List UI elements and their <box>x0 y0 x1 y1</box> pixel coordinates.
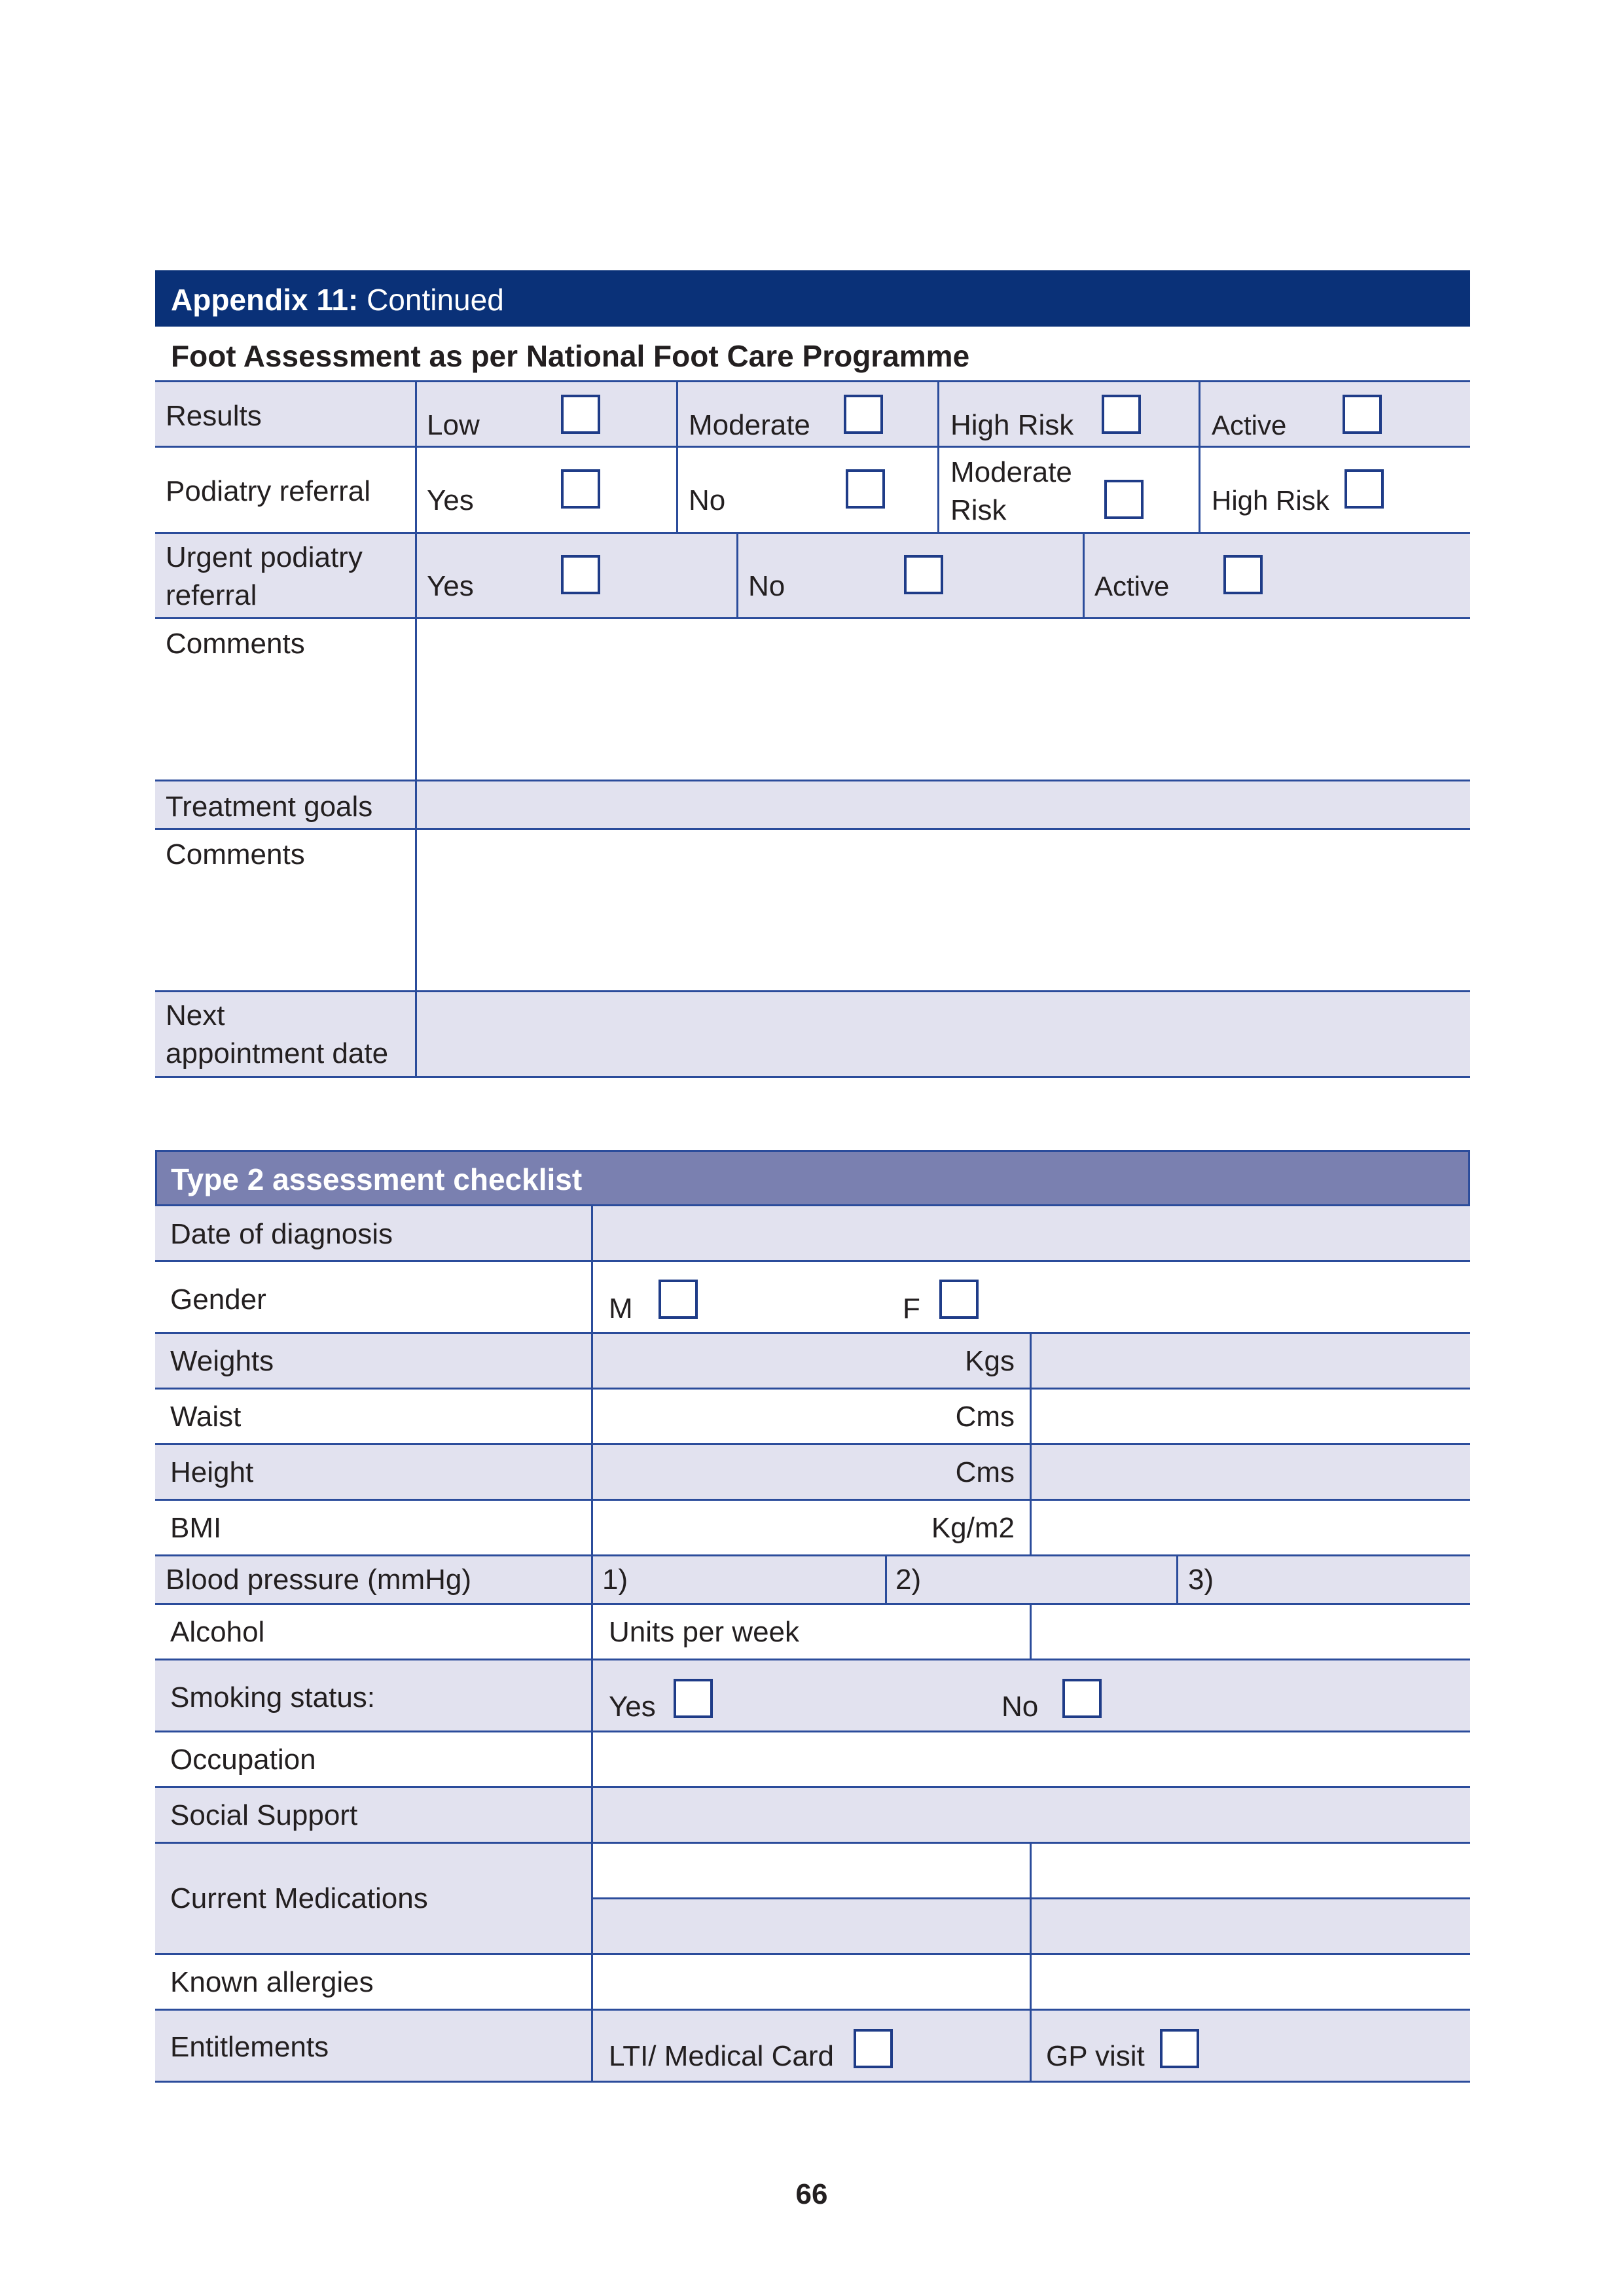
smoking-yes-label: Yes <box>609 1691 656 1723</box>
smoking-no-label: No <box>1001 1691 1039 1723</box>
divider <box>155 532 1470 534</box>
allergies-field-2[interactable] <box>1032 1955 1470 2009</box>
gp-visit-checkbox[interactable] <box>1160 2029 1199 2068</box>
lti-medical-card-checkbox[interactable] <box>854 2029 893 2068</box>
appendix-title <box>171 281 504 318</box>
divider <box>1083 533 1085 617</box>
page-number: 66 <box>795 2178 828 2210</box>
medication-field-1[interactable] <box>593 1844 1030 1897</box>
alcohol-field[interactable] <box>1032 1605 1470 1659</box>
gender-m-label: M <box>609 1293 633 1325</box>
smoking-status-label: Smoking status: <box>170 1681 376 1713</box>
podiatry-moderate-risk-checkbox[interactable] <box>1104 480 1144 519</box>
divider <box>155 2081 1470 2083</box>
results-low-label: Low <box>427 409 480 441</box>
next-appointment-label-line2: appointment date <box>166 1037 389 1069</box>
divider <box>155 1659 1470 1660</box>
podiatry-yes-label: Yes <box>427 484 474 516</box>
bmi-label: BMI <box>170 1512 222 1544</box>
social-support-field[interactable] <box>593 1788 1470 1842</box>
date-of-diagnosis-field[interactable] <box>593 1208 1470 1260</box>
waist-field[interactable] <box>1032 1390 1470 1443</box>
bp-reading-2-label: 2) <box>895 1564 922 1596</box>
appendix-label: Appendix 11: <box>171 283 359 317</box>
podiatry-high-risk-checkbox[interactable] <box>1344 469 1384 509</box>
known-allergies-label: Known allergies <box>170 1966 374 1998</box>
podiatry-no-checkbox[interactable] <box>846 469 885 509</box>
bmi-unit: Kg/m2 <box>931 1512 1015 1544</box>
comments-label-2: Comments <box>166 838 305 870</box>
urgent-referral-label-line1: Urgent podiatry <box>166 541 363 573</box>
height-unit: Cms <box>955 1456 1015 1488</box>
divider <box>155 1554 1470 1556</box>
occupation-label: Occupation <box>170 1744 316 1776</box>
divider <box>155 1260 1470 1262</box>
allergies-field-1[interactable] <box>593 1955 1030 2009</box>
current-medications-label: Current Medications <box>170 1882 428 1914</box>
results-label: Results <box>166 400 262 432</box>
weights-unit: Kgs <box>965 1345 1015 1377</box>
urgent-yes-checkbox[interactable] <box>561 555 600 594</box>
date-of-diagnosis-label: Date of diagnosis <box>170 1218 393 1250</box>
results-active-checkbox[interactable] <box>1343 395 1382 434</box>
occupation-field[interactable] <box>593 1732 1470 1786</box>
gender-f-label: F <box>903 1293 920 1325</box>
podiatry-high-risk-label: High Risk <box>1212 485 1329 516</box>
alcohol-units-label: Units per week <box>609 1616 800 1648</box>
comments-field-2[interactable] <box>417 830 1470 990</box>
podiatry-yes-checkbox[interactable] <box>561 469 600 509</box>
medication-field-3[interactable] <box>593 1899 1030 1953</box>
gender-f-checkbox[interactable] <box>939 1280 979 1319</box>
smoking-no-checkbox[interactable] <box>1062 1679 1102 1718</box>
urgent-referral-label-line2: referral <box>166 579 257 611</box>
social-support-label: Social Support <box>170 1799 358 1831</box>
weights-field[interactable] <box>1032 1334 1470 1388</box>
urgent-no-checkbox[interactable] <box>904 555 943 594</box>
divider <box>676 382 678 532</box>
divider <box>155 380 1470 382</box>
podiatry-no-label: No <box>689 484 726 516</box>
foot-assessment-heading: Foot Assessment as per National Foot Care Programme <box>171 339 970 373</box>
bp-reading-1-label: 1) <box>602 1564 628 1596</box>
urgent-active-label: Active <box>1094 571 1170 601</box>
divider <box>155 2009 1470 2011</box>
smoking-yes-checkbox[interactable] <box>674 1679 713 1718</box>
bp-reading-3-label: 3) <box>1188 1564 1214 1596</box>
divider <box>937 382 939 532</box>
podiatry-referral-label: Podiatry referral <box>166 475 371 507</box>
divider <box>1176 1556 1178 1603</box>
results-active-label: Active <box>1212 410 1287 440</box>
lti-medical-card-label: LTI/ Medical Card <box>609 2040 834 2072</box>
divider <box>155 1076 1470 1078</box>
podiatry-moderate-label: Moderate <box>950 456 1072 488</box>
divider <box>885 1556 887 1603</box>
divider <box>1199 382 1200 532</box>
comments-label: Comments <box>166 628 305 660</box>
bmi-field[interactable] <box>1032 1501 1470 1554</box>
waist-label: Waist <box>170 1401 242 1433</box>
results-moderate-checkbox[interactable] <box>844 395 883 434</box>
results-low-checkbox[interactable] <box>561 395 600 434</box>
treatment-goals-label: Treatment goals <box>166 791 373 823</box>
urgent-yes-label: Yes <box>427 570 474 602</box>
waist-unit: Cms <box>955 1401 1015 1433</box>
medication-field-4[interactable] <box>1032 1899 1470 1953</box>
urgent-no-label: No <box>748 570 785 602</box>
appendix-continued: Continued <box>367 283 504 317</box>
gp-visit-label: GP visit <box>1046 2040 1145 2072</box>
height-label: Height <box>170 1456 254 1488</box>
medication-field-2[interactable] <box>1032 1844 1470 1897</box>
treatment-goals-field[interactable] <box>417 781 1470 828</box>
entitlements-label: Entitlements <box>170 2031 329 2063</box>
divider <box>155 446 1470 448</box>
blood-pressure-label: Blood pressure (mmHg) <box>166 1564 472 1596</box>
results-moderate-label: Moderate <box>689 409 810 441</box>
comments-field[interactable] <box>417 619 1470 780</box>
next-appointment-label-line1: Next <box>166 999 225 1031</box>
next-appointment-field[interactable] <box>417 992 1470 1076</box>
gender-m-checkbox[interactable] <box>659 1280 698 1319</box>
urgent-active-checkbox[interactable] <box>1223 555 1263 594</box>
weights-label: Weights <box>170 1345 274 1377</box>
results-high-risk-label: High Risk <box>950 409 1074 441</box>
type2-title: Type 2 assessment checklist <box>171 1162 583 1196</box>
podiatry-risk-label: Risk <box>950 494 1007 526</box>
height-field[interactable] <box>1032 1445 1470 1499</box>
alcohol-label: Alcohol <box>170 1616 265 1648</box>
gender-label: Gender <box>170 1283 266 1316</box>
results-high-risk-checkbox[interactable] <box>1102 395 1141 434</box>
divider <box>736 533 738 617</box>
